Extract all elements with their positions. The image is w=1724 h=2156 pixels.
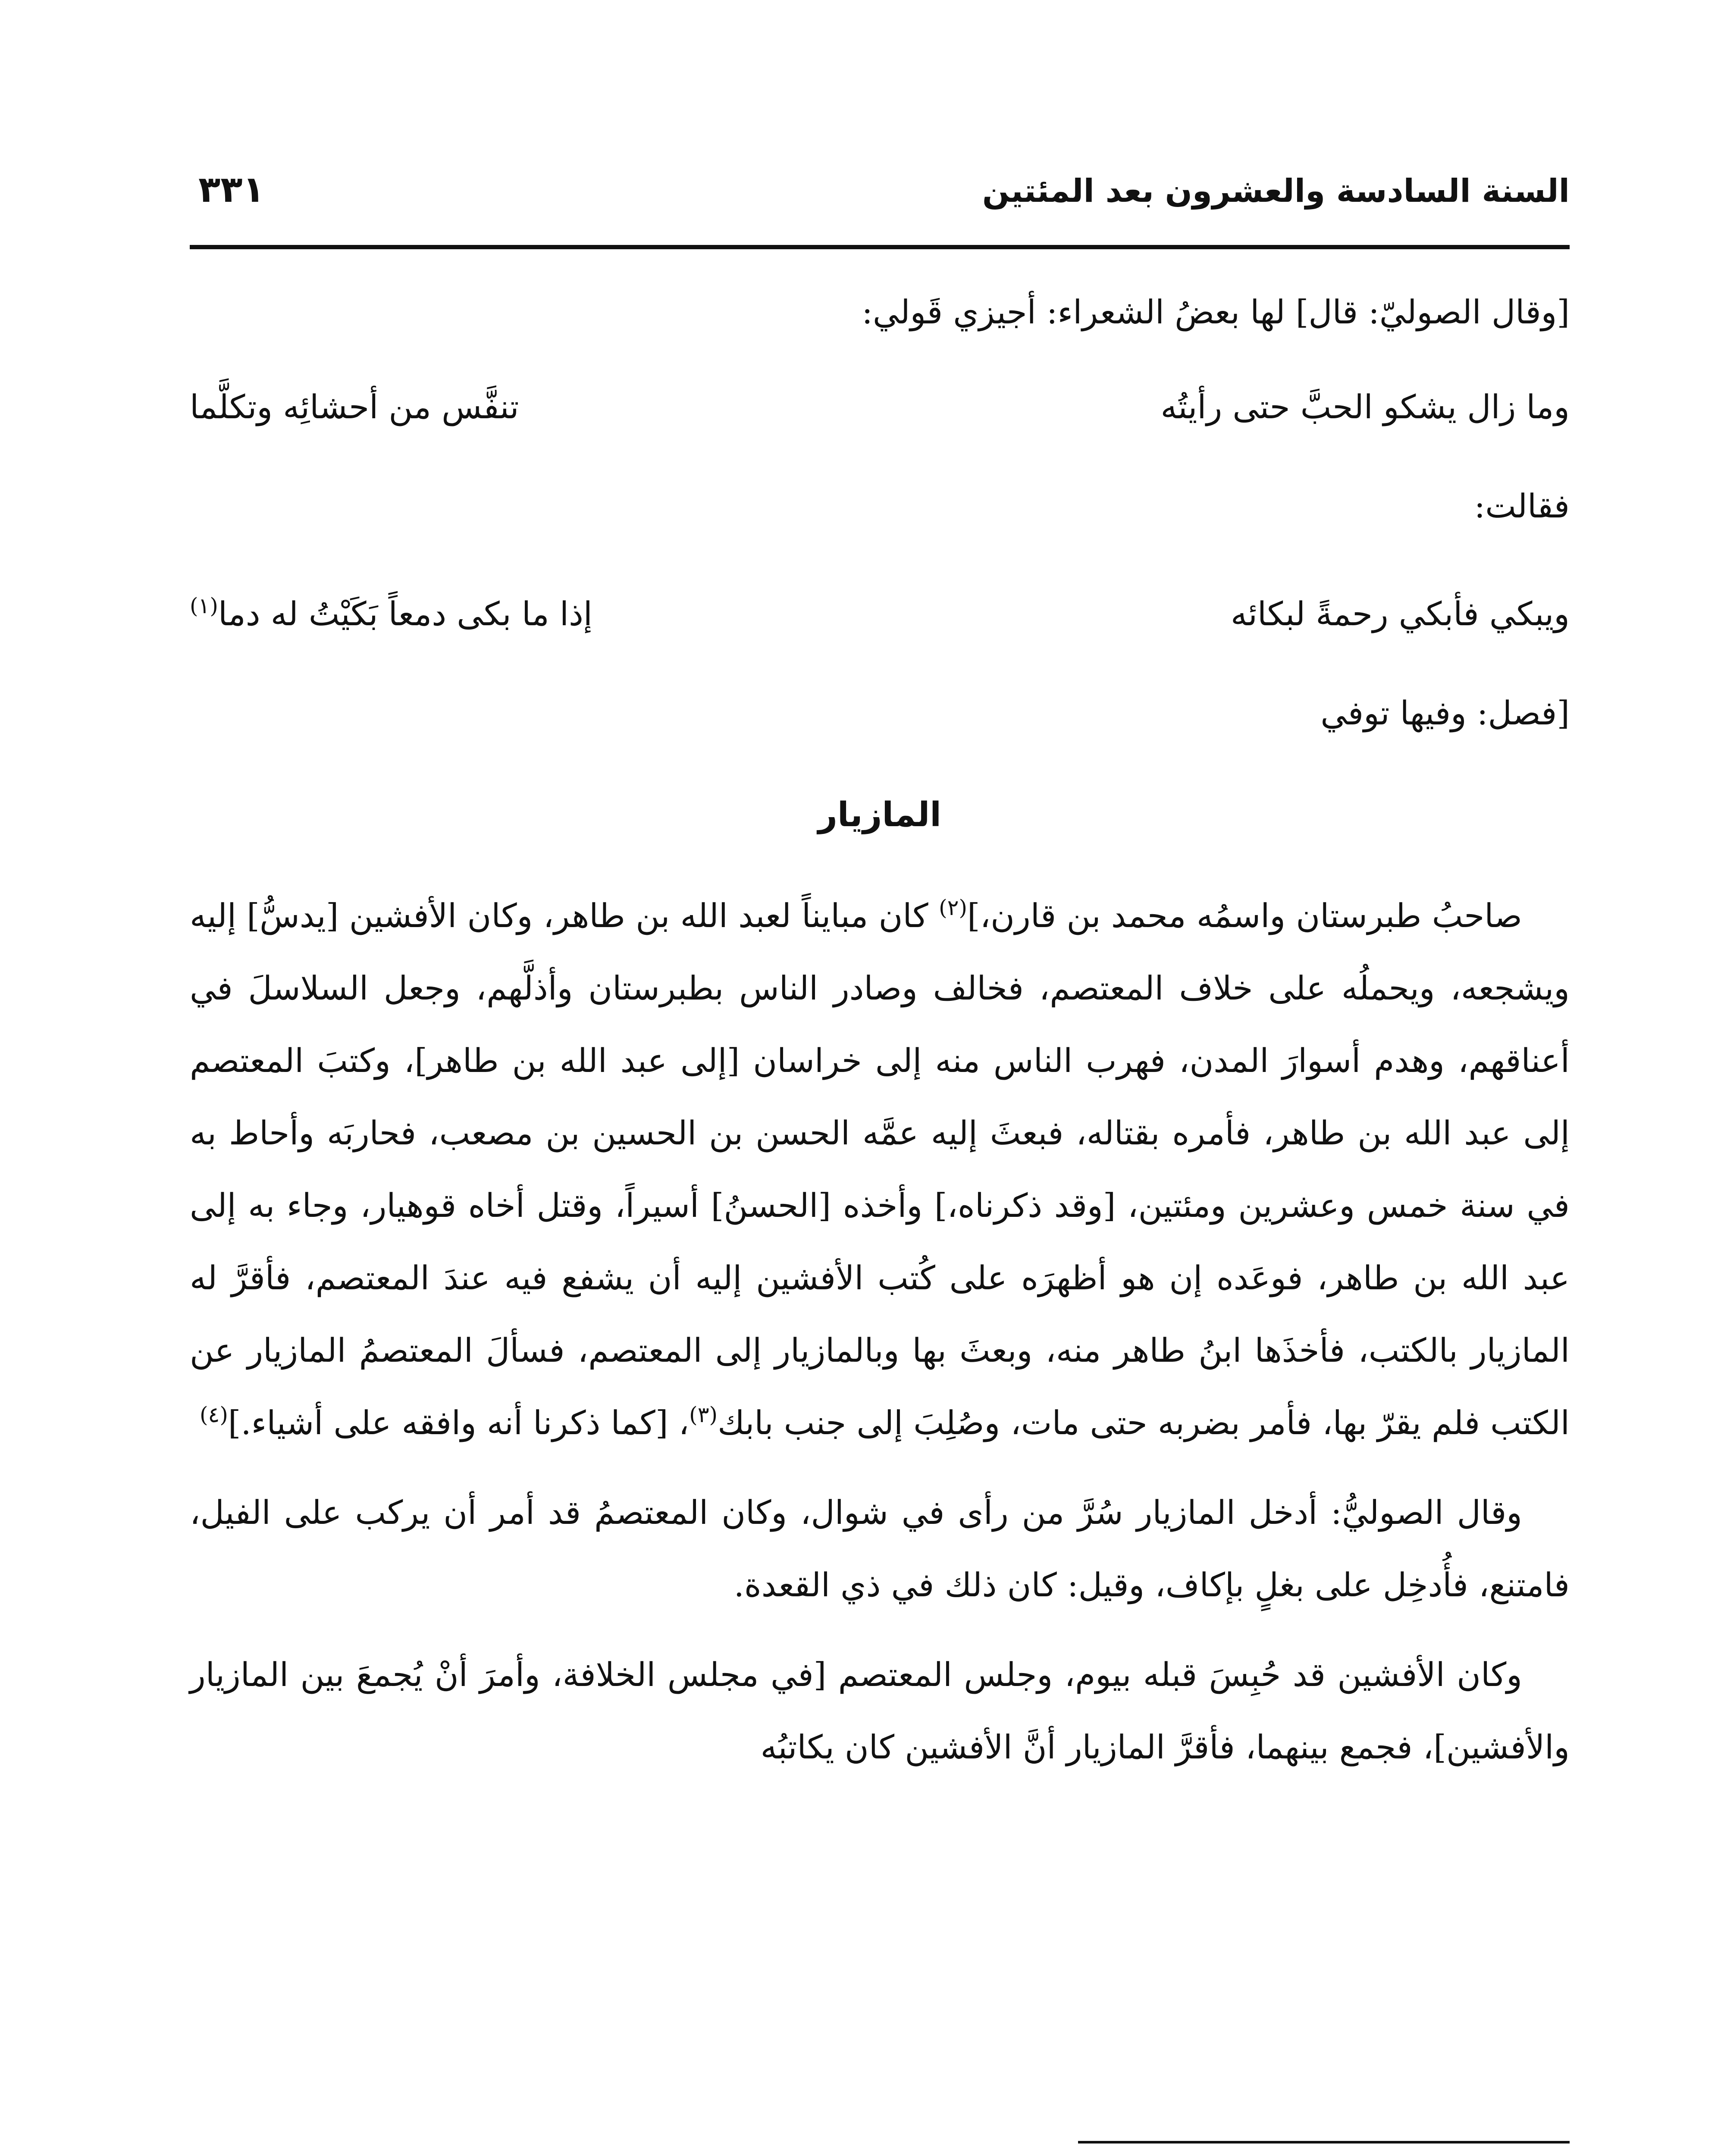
running-title: السنة السادسة والعشرون بعد المئتين: [982, 172, 1570, 210]
paragraph-3: وكان الأفشين قد حُبِسَ قبله بيوم، وجلس المعتصم [في مجلس الخلافة، وأمرَ أنْ يُجمعَ بين المازيار والأفشين]، فجمع بينهما، فأقرَّ المازيار أنَّ الأفشين كان يكاتبُه: [190, 1655, 1570, 1766]
footnote-ref-4: (٤): [199, 1402, 228, 1427]
verse-1-second-hemistich: تنفَّس من أحشائِه وتكلَّما: [190, 388, 519, 426]
verse-2-second-hemistich-wrap: [190, 578, 592, 650]
footnote-ref-3: (٣): [689, 1402, 718, 1427]
verse-2: [190, 578, 1570, 650]
footnote-rule: [1078, 2141, 1570, 2143]
intro-text: [وقال الصوليّ: قال] لها بعضُ الشعراء: أجيزي قَولي:: [862, 293, 1570, 331]
reply-label: فقالت:: [1474, 487, 1570, 525]
footnote-ref-1: (١): [190, 593, 218, 618]
footnote-ref-2: (٢): [939, 895, 967, 920]
paragraph-2: وقال الصوليُّ: أدخل المازيار سُرَّ من رأى في شوال، وكان المعتصمُ قد أمر أن يركب على الفيل، فامتنع، فأُدخِل على بغلٍ بإكاف، وقيل: كان ذلك في ذي القعدة.: [190, 1493, 1570, 1604]
paragraph-1-part-3: ، [كما ذكرنا أنه وافقه على أشياء.]: [228, 1404, 690, 1442]
verse-2-second-hemistich: إذا ما بكى دمعاً بَكَيْتُ له دما: [218, 595, 592, 633]
page-number: ٣٣١: [198, 168, 265, 210]
running-header: [190, 160, 1570, 224]
reply-line: [190, 470, 1570, 542]
section-heading: المازيار: [818, 796, 941, 834]
paragraph-1-part-2: كان مبايناً لعبد الله بن طاهر، وكان الأفشين [يدسُّ] إليه ويشجعه، ويحملُه على خلاف المعتصم، فخالف وصادر الناس بطبرستان وأذلَّهم، وجعل السلاسلَ في أعناقهم، وهدم أسوارَ المدن، فهرب الناس منه إلى خراسان [إلى عبد الله بن طاهر]، وكتبَ المعتصم إلى عبد الله بن طاهر، فأمره بقتاله، فبعثَ إليه عمَّه الحسن بن الحسين بن مصعب، فحاربَه وأحاط به في سنة خمس وعشرين ومئتين، [وقد ذكرناه،] وأخذه [الحسنُ] أسيراً، وقتل أخاه قوهيار، وجاء به إلى عبد الله بن طاهر، فوعَده إن هو أظهرَه على كُتب الأفشين إليه أن يشفع فيه عندَ المعتصم، فأقرَّ له المازيار بالكتب، فأخذَها ابنُ طاهر منه، وبعثَ بها وبالمازيار إلى المعتصم، فسألَ المعتصمُ المازيار عن الكتب فلم يقرّ بها، فأمر بضربه حتى مات، وصُلِبَ إلى جنب بابك: [190, 896, 1570, 1442]
verse-2-first-hemistich: ويبكي فأبكي رحمةً لبكائه: [1230, 595, 1570, 633]
section-note-line: [190, 677, 1570, 749]
main-text: [190, 880, 1570, 1783]
verse-1-first-hemistich: وما زال يشكو الحبَّ حتى رأيتُه: [1160, 388, 1570, 426]
intro-line: [190, 276, 1570, 348]
paragraph-1-part-1: صاحبُ طبرستان واسمُه محمد بن قارن،]: [967, 896, 1522, 935]
verse-1: [190, 371, 1570, 443]
header-rule: [190, 245, 1570, 249]
section-note: [فصل: وفيها توفي: [1320, 694, 1570, 732]
paragraph-1: [190, 880, 1570, 1459]
